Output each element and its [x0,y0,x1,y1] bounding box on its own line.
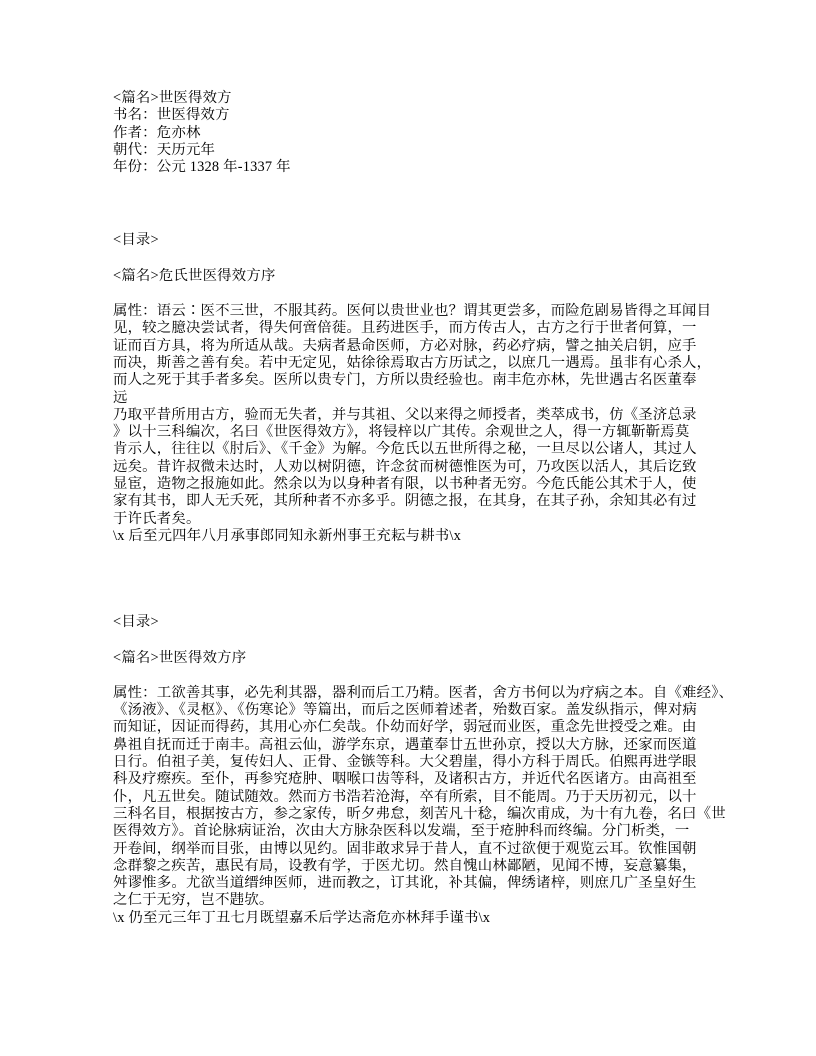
text-line: 开卷间，纲举而目张，由博以见约。固非敢求异于昔人，直不过欲便于观览云耳。钦惟国朝 [113,840,697,857]
section-1-title: <篇名>危氏世医得效方序 [113,267,276,284]
text-line: 医得效方》。首论脉病证治，次由大方脉杂医科以发端，至于疮肿科而终编。分门析类，一 [113,823,690,840]
meta-years: 年份：公元 1328 年-1337 年 [113,159,291,176]
text-line: \x 仍至元三年丁丑七月既望嘉禾后学达斋危亦林拜手谨书\x [113,909,491,926]
text-line: 而人之死于其手者多矣。医所以贵专门，方所以贵经验也。南丰危亦林，先世遇古名医董奉 [113,372,697,389]
text-line: 乃取平昔所用古方，验而无失者，并与其祖、父以来得之师授者，类萃成书，仿《圣济总录 [113,406,697,423]
section-2-body [113,684,734,927]
text-line: 日行。伯祖子美，复传妇人、正骨、金镞等科。大父碧崖，得小方科于周氏。伯熙再进学眼 [113,754,697,771]
text-line: 三科名目，根据按古方，参之家传，昕夕弗怠，刻苦凡十稔，编次甫成，为十有九卷，名曰《世 [113,805,726,822]
text-line: 《汤液》、《灵枢》、《伤寒论》等篇出，而后之医师着述者，殆数百家。盖发纵指示，俾对病 [113,702,698,719]
toc-marker-1: <目录> [113,232,159,249]
meta-author: 作者：危亦林 [113,124,201,141]
text-line: 证而百方具，将为所适从哉。夫病者悬命医师，方必对脉，药必疗病，譬之抽关启钥，应手 [113,337,697,354]
text-line: 而知证，因证而得药，其用心亦仁矣哉。仆幼而好学，弱冠而业医，重念先世授受之难。由 [113,719,697,736]
text-line: 科及疗瘵疾。至仆，再参究疮肿、咽喉口齿等科，及诸积古方，并近代名医诸方。由高祖至 [113,771,697,788]
section-2-title: <篇名>世医得效方序 [113,649,247,666]
text-line: 远 [113,389,128,406]
meta-dynasty: 朝代：天历元年 [113,141,216,158]
text-line: 显宦，造物之报施如此。然余以为以身种者有限，以书种者无穷。今危氏能公其术于人，使 [113,476,697,493]
toc-marker-2: <目录> [113,614,159,631]
text-line: 而决，斯善之善有矣。若中无定见，姑徐徐焉取古方历试之，以庶几一遇焉。虽非有心杀人， [113,354,712,371]
document-meta [113,90,712,176]
text-line: 之仁于无穷，岂不韪欤。 [113,892,274,909]
text-line: 远矣。昔许叔微未达时，人劝以树阴德，许念贫而树德惟医为可，乃攻医以活人，其后讫致 [113,458,697,475]
text-line: \x 后至元四年八月承事郎同知永新州事王充耘与耕书\x [113,527,461,544]
text-line: 鼻祖自抚而迁于南丰。高祖云仙，游学东京，遇董奉廿五世孙京，授以大方脉，还家而医道 [113,736,697,753]
text-line: 属性：语云∶医不三世，不服其药。医何以贵世业也？谓其更尝多，而险危剧易皆得之耳闻目 [113,303,712,320]
meta-book-name: 书名：世医得效方 [113,107,230,124]
text-line: 》以十三科编次，名曰《世医得效方》，将锓梓以广其传。余观世之人，得一方辄靳靳焉莫 [113,424,690,441]
meta-chapter-tag: <篇名>世医得效方 [113,90,232,106]
text-line: 属性：工欲善其事，必先利其器，器利而后工乃精。医者，舍方书何以为疗病之本。自《难经》、 [113,684,734,701]
text-line: 仆，凡五世矣。随试随效。然而方书浩若沧海，卒有所索，目不能周。乃于天历初元，以十 [113,788,697,805]
text-line: 见，较之臆决尝试者，得失何啻倍蓰。且药进医手，而方传古人，古方之行于世者何算，一 [113,320,697,337]
section-1-body [113,303,712,545]
text-line: 念群黎之疾苦，惠民有局，设教有学，于医尤切。然自愧山林鄙陋，见闻不博，妄意纂集， [113,857,697,874]
text-line: 于许氏者矣。 [113,510,201,527]
text-line: 家有其书，即人无夭死，其所种者不亦多乎。阴德之报，在其身，在其子孙，余知其必有过 [113,493,697,510]
text-line: 舛谬惟多。尤欲当道缙绅医师，进而教之，订其讹，补其偏，俾绣诸梓，则庶几广圣皇好生 [113,875,697,892]
text-line: 肯示人，往往以《肘后》、《千金》为解。今危氏以五世所得之秘，一旦尽以公诸人，其过人 [113,441,697,458]
